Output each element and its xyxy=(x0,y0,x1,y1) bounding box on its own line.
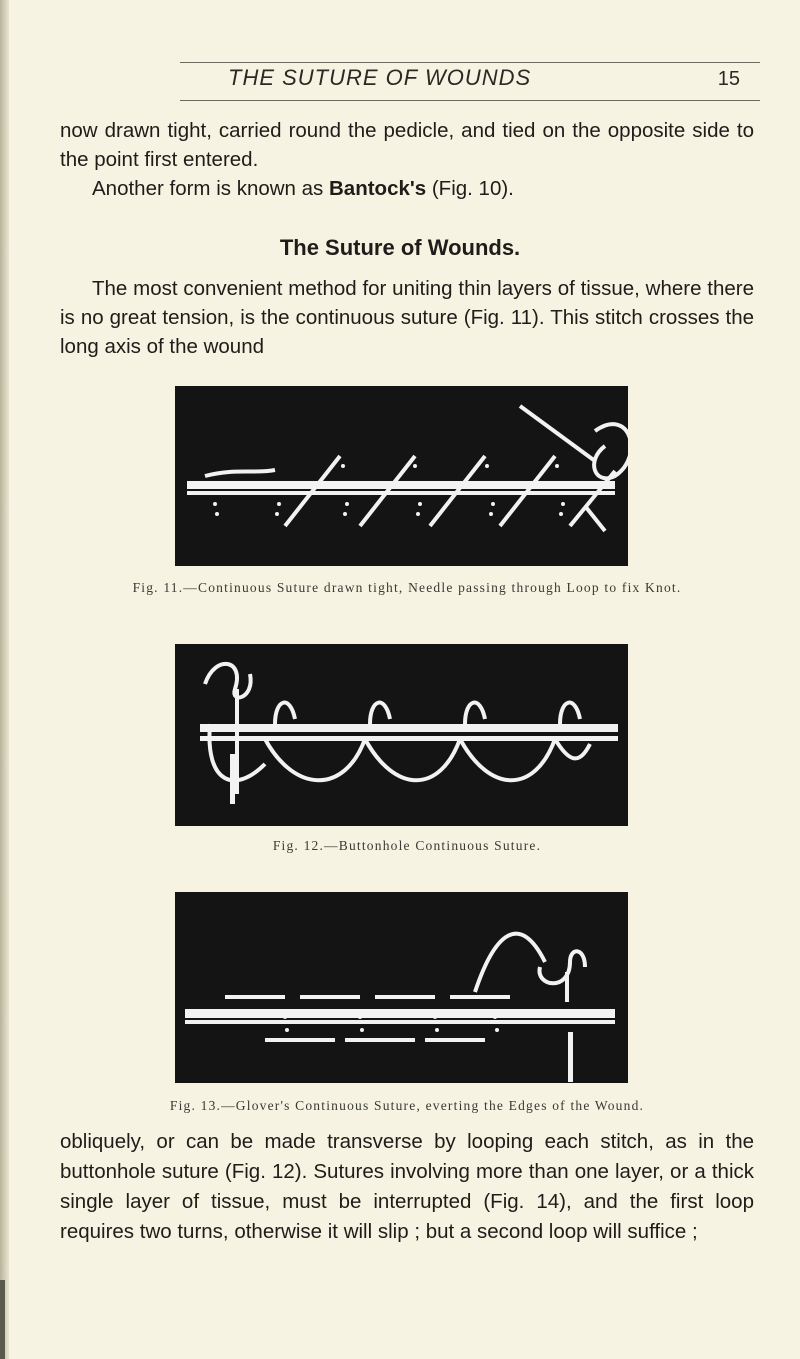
figure-12-illustration xyxy=(175,644,628,826)
paragraph-3 xyxy=(60,1127,754,1247)
binding-shadow xyxy=(0,1280,5,1359)
paragraph-1 xyxy=(60,116,754,203)
figure-13-illustration xyxy=(175,892,628,1083)
figure-13-drawing xyxy=(175,892,628,1083)
figure-13-caption: Fig. 13.—Glover's Continuous Suture, everting the Edges of the Wound. xyxy=(169,1098,645,1113)
bantock-ref: (Fig. 10). xyxy=(426,177,514,200)
page-number: 15 xyxy=(717,68,740,90)
bantock-lead: Another form is known as xyxy=(92,177,329,200)
running-head-title: THE SUTURE OF WOUNDS xyxy=(228,65,532,90)
paragraph-1-text: now drawn tight, carried round the pedicle, and tied on the opposite side to the point first entered. xyxy=(60,119,754,171)
header-rule-bottom xyxy=(180,100,760,101)
figure-12-drawing xyxy=(175,644,628,826)
figure-11-caption: Fig. 11.—Continuous Suture drawn tight, Needle passing through Loop to fix Knot. xyxy=(132,580,682,595)
paragraph-1-continuation xyxy=(60,174,754,203)
figure-11-drawing xyxy=(175,386,628,566)
paragraph-2-text: The most convenient method for uniting thin layers of tissue, where there is no great tension, is the continuous suture (Fig. 11). This stitch crosses the long axis of the wound xyxy=(60,277,754,358)
page-edge xyxy=(0,0,9,1359)
figure-12-caption: Fig. 12.—Buttonhole Continuous Suture. xyxy=(272,838,542,853)
figure-11-illustration xyxy=(175,386,628,566)
bantock-name: Bantock's xyxy=(329,177,427,200)
paragraph-2 xyxy=(60,274,754,361)
running-head xyxy=(180,62,760,102)
header-rule-top xyxy=(180,62,760,63)
section-heading: The Suture of Wounds. xyxy=(279,235,521,260)
paragraph-3-text: obliquely, or can be made transverse by looping each stitch, as in the buttonhole suture (Fig. 12). Sutures involving more than one layer, or a thick single layer of tissue, must be interrupted (Fig. 14), and the first loop requires two turns, otherwise it will slip ; but a second loop will suffice ; xyxy=(60,1130,754,1243)
